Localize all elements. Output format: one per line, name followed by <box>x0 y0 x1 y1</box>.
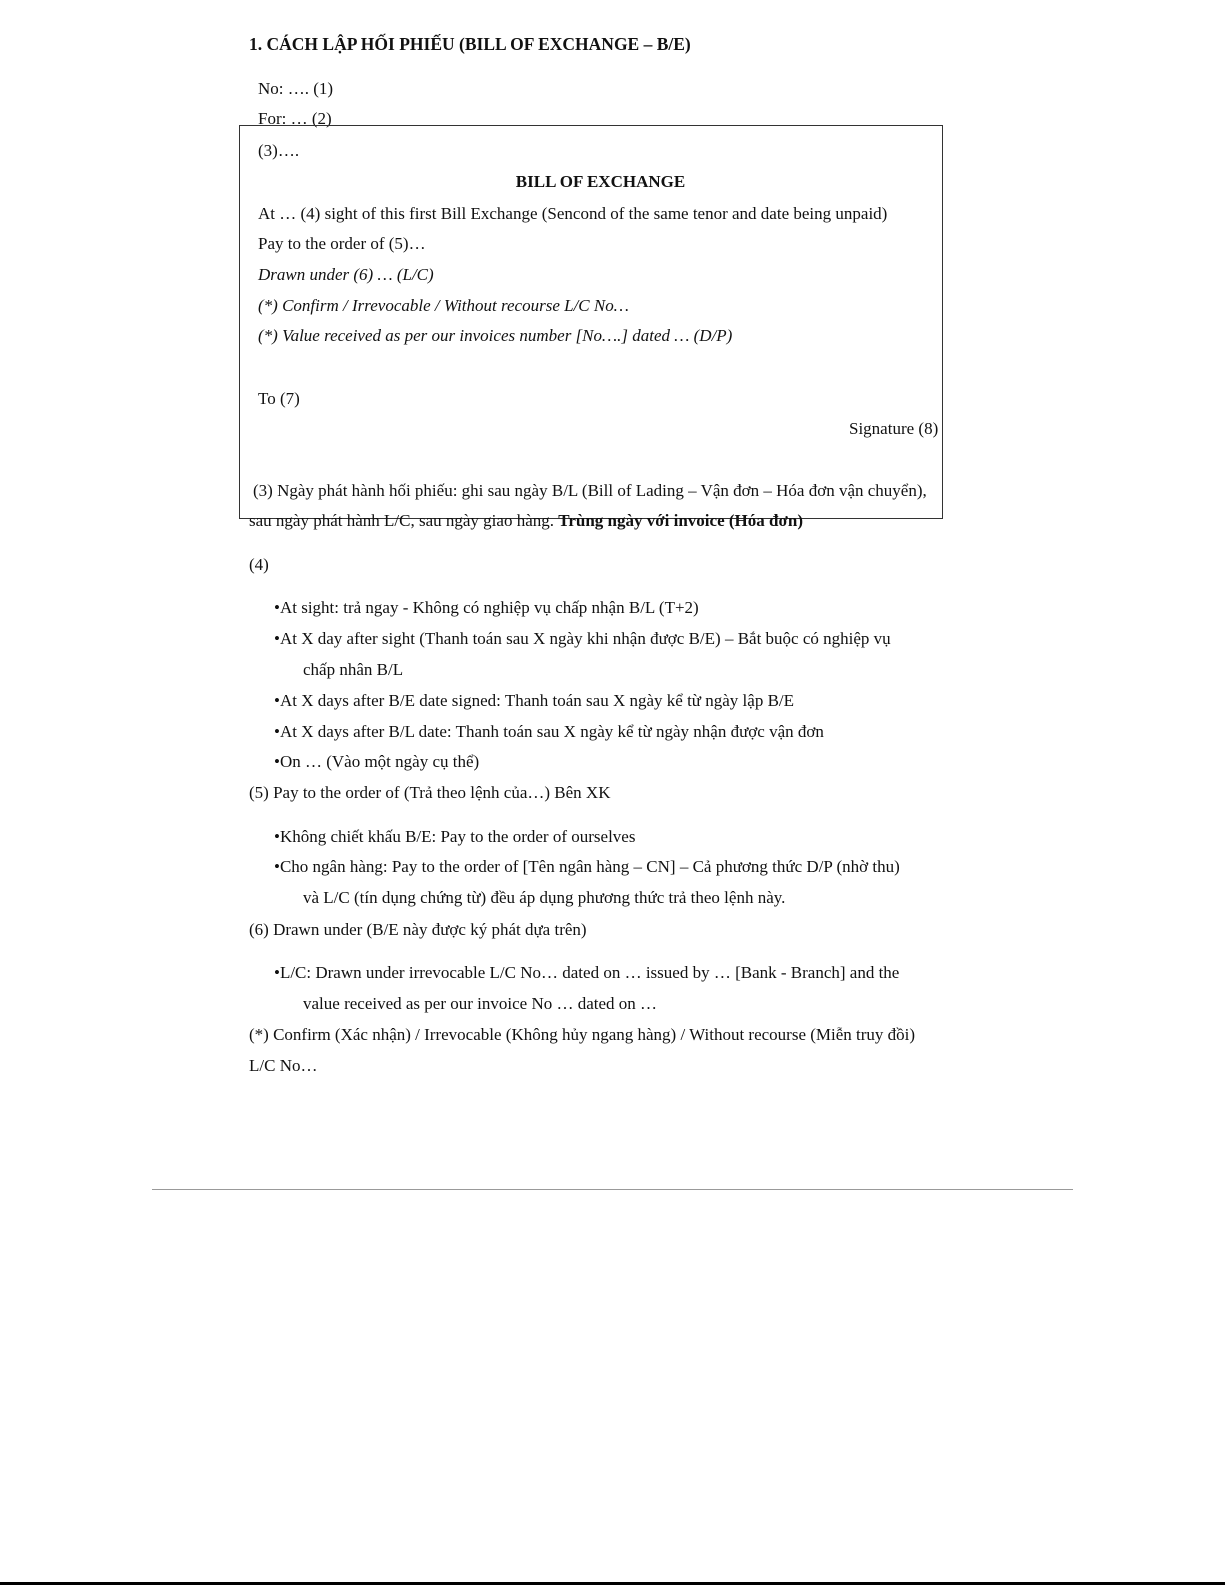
bullet-icon: • <box>274 827 280 846</box>
note5-bullet-1 <box>274 828 635 845</box>
bill-title: BILL OF EXCHANGE <box>515 172 686 191</box>
note5-bullet-1-text: Không chiết khấu B/E: Pay to the order of ourselves <box>279 827 636 846</box>
note4-label: (4) <box>249 555 269 574</box>
confirm-note-line2: L/C No… <box>249 1056 318 1075</box>
note5-bullet-2-cont: và L/C (tín dụng chứng từ) đều áp dụng phương thức trả theo lệnh này. <box>303 888 786 907</box>
bullet-icon: • <box>274 629 280 648</box>
note6-bullet-1-cont: value received as per our invoice No … dated on … <box>303 994 658 1013</box>
bullet-icon: • <box>274 857 280 876</box>
note4-bullet-1 <box>274 599 699 616</box>
bullet-icon: • <box>274 963 280 982</box>
box-confirm-line: (*) Confirm / Irrevocable / Without recourse L/C No… <box>258 296 629 315</box>
box-value-line: (*) Value received as per our invoices number [No….] dated … (D/P) <box>258 326 733 345</box>
note4-bullet-2-text: At X day after sight (Thanh toán sau X ngày khi nhận được B/E) – Bắt buộc có nghiệp vụ <box>279 629 891 648</box>
box-pay-line: Pay to the order of (5)… <box>258 234 426 253</box>
note4-bullet-5 <box>274 753 479 770</box>
bullet-icon: • <box>274 598 280 617</box>
note4-bullet-1-text: At sight: trả ngay - Không có nghiệp vụ chấp nhận B/L (T+2) <box>279 598 699 617</box>
box-date-line: (3)…. <box>258 141 300 160</box>
note3-line2-normal: sau ngày phát hành L/C, sau ngày giao hàng. <box>249 511 559 530</box>
box-to-line: To (7) <box>258 389 300 408</box>
note5-bullet-2 <box>274 858 900 875</box>
note4-bullet-4 <box>274 723 824 740</box>
bullet-icon: • <box>274 722 280 741</box>
note3-line2-bold: Trùng ngày với invoice (Hóa đơn) <box>558 511 803 530</box>
confirm-note-line1: (*) Confirm (Xác nhận) / Irrevocable (Không hủy ngang hàng) / Without recourse (Miễn truy đồi) <box>249 1025 916 1044</box>
note4-bullet-4-text: At X days after B/L date: Thanh toán sau X ngày kể từ ngày nhận được vận đơn <box>279 722 824 741</box>
box-drawn-line: Drawn under (6) … (L/C) <box>258 265 434 284</box>
note5-bullet-2-text: Cho ngân hàng: Pay to the order of [Tên ngân hàng – CN] – Cả phương thức D/P (nhờ thu) <box>279 857 900 876</box>
note4-bullet-3 <box>274 692 794 709</box>
page-heading: 1. CÁCH LẬP HỐI PHIẾU (BILL OF EXCHANGE – B/E) <box>249 34 691 54</box>
box-signature: Signature (8) <box>849 419 939 438</box>
note4-bullet-2 <box>274 630 953 647</box>
no-line: No: …. (1) <box>258 79 334 98</box>
note4-bullet-2-cont: chấp nhân B/L <box>303 660 404 679</box>
note4-bullet-3-text: At X days after B/E date signed: Thanh toán sau X ngày kể từ ngày lập B/E <box>279 691 795 710</box>
note6-bullet-1-text: L/C: Drawn under irrevocable L/C No… dated on … issued by … [Bank - Branch] and the <box>279 963 900 982</box>
box-at-line: At … (4) sight of this first Bill Exchange (Sencond of the same tenor and date being unpaid) <box>258 204 888 223</box>
note5-label: (5) Pay to the order of (Trả theo lệnh của…) Bên XK <box>249 783 611 802</box>
note3-line2 <box>249 512 803 529</box>
note6-bullet-1 <box>274 964 899 981</box>
for-line: For: … (2) <box>258 109 332 128</box>
note6-label: (6) Drawn under (B/E này được ký phát dựa trên) <box>249 920 587 939</box>
page-divider <box>152 1189 1073 1190</box>
note4-bullet-5-text: On … (Vào một ngày cụ thể) <box>279 752 480 771</box>
bullet-icon: • <box>274 691 280 710</box>
bullet-icon: • <box>274 752 280 771</box>
note3-line1: (3) Ngày phát hành hối phiếu: ghi sau ngày B/L (Bill of Lading – Vận đơn – Hóa đơn vận chuyển), <box>253 481 927 500</box>
